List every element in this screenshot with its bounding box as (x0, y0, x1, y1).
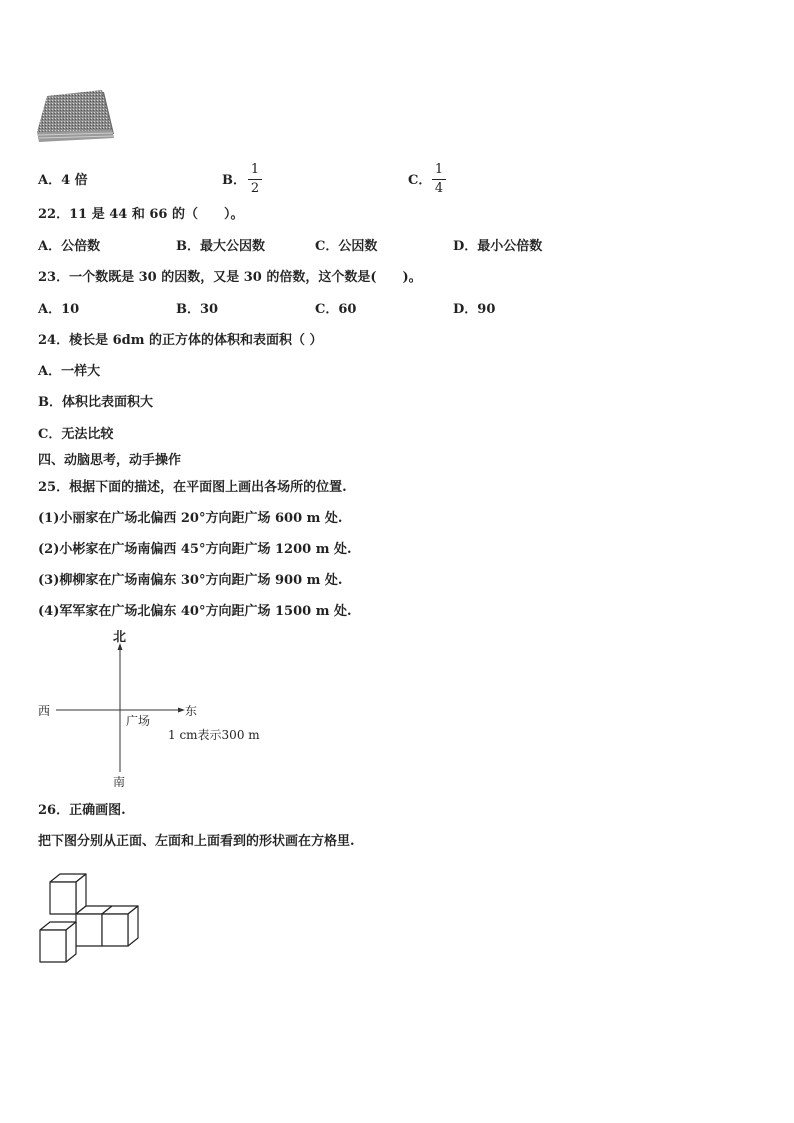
east-label: 东 (185, 704, 198, 718)
q25-item-1: (1)小丽家在广场北偏西 20°方向距广场 600 m 处. (38, 511, 343, 526)
q25-item-2: (2)小彬家在广场南偏西 45°方向距广场 1200 m 处. (38, 542, 352, 557)
q23-option-d: D．90 (453, 302, 496, 317)
q22-option-b: B．最大公因数 (176, 239, 265, 254)
q22-option-d: D．最小公倍数 (453, 239, 543, 254)
q24-option-a: A．一样大 (38, 364, 101, 379)
plaza-label: 广场 (126, 714, 151, 728)
cube-figure (34, 868, 144, 972)
q25-item-4: (4)军军家在广场北偏东 40°方向距广场 1500 m 处. (38, 604, 352, 619)
north-label: 北 (113, 630, 127, 645)
east-arrowhead (178, 708, 185, 713)
q22-option-a: A．公倍数 (38, 239, 101, 254)
q25-item-3: (3)柳柳家在广场南偏东 30°方向距广场 900 m 处. (38, 573, 343, 588)
fraction-numerator: 1 (250, 162, 260, 177)
fraction-denominator: 4 (434, 181, 444, 196)
q23-stem: 23．一个数既是 30 的因数，又是 30 的倍数，这个数是( )。 (38, 270, 422, 285)
q24-option-b: B．体积比表面积大 (38, 395, 153, 410)
q24-stem: 24．棱长是 6dm 的正方体的体积和表面积（ ） (38, 333, 323, 348)
section-heading: 四、动脑思考，动手操作 (38, 453, 182, 468)
q22-option-c: C．公因数 (315, 239, 378, 254)
q21-option-c-letter: C． (408, 173, 432, 188)
q26-stem: 26．正确画图. (38, 803, 126, 818)
fraction-numerator: 1 (434, 162, 444, 177)
q22-stem: 22．11 是 44 和 66 的（ ）。 (38, 207, 244, 222)
q23-option-b: B．30 (176, 302, 219, 317)
scale-label: 1 cm表示300 m (168, 728, 260, 742)
q23-option-c: C．60 (315, 302, 357, 317)
q21-option-a: A．4 倍 (38, 173, 88, 188)
fraction-denominator: 2 (250, 181, 260, 196)
q24-option-c: C．无法比较 (38, 427, 114, 442)
south-label: 南 (113, 775, 126, 789)
q26-instruction: 把下图分别从正面、左面和上面看到的形状画在方格里. (38, 834, 355, 849)
q25-stem: 25．根据下面的描述，在平面图上画出各场所的位置. (38, 480, 347, 495)
q21-option-b-letter: B． (222, 173, 246, 188)
q23-option-a: A．10 (38, 302, 80, 317)
west-label: 西 (38, 704, 51, 718)
